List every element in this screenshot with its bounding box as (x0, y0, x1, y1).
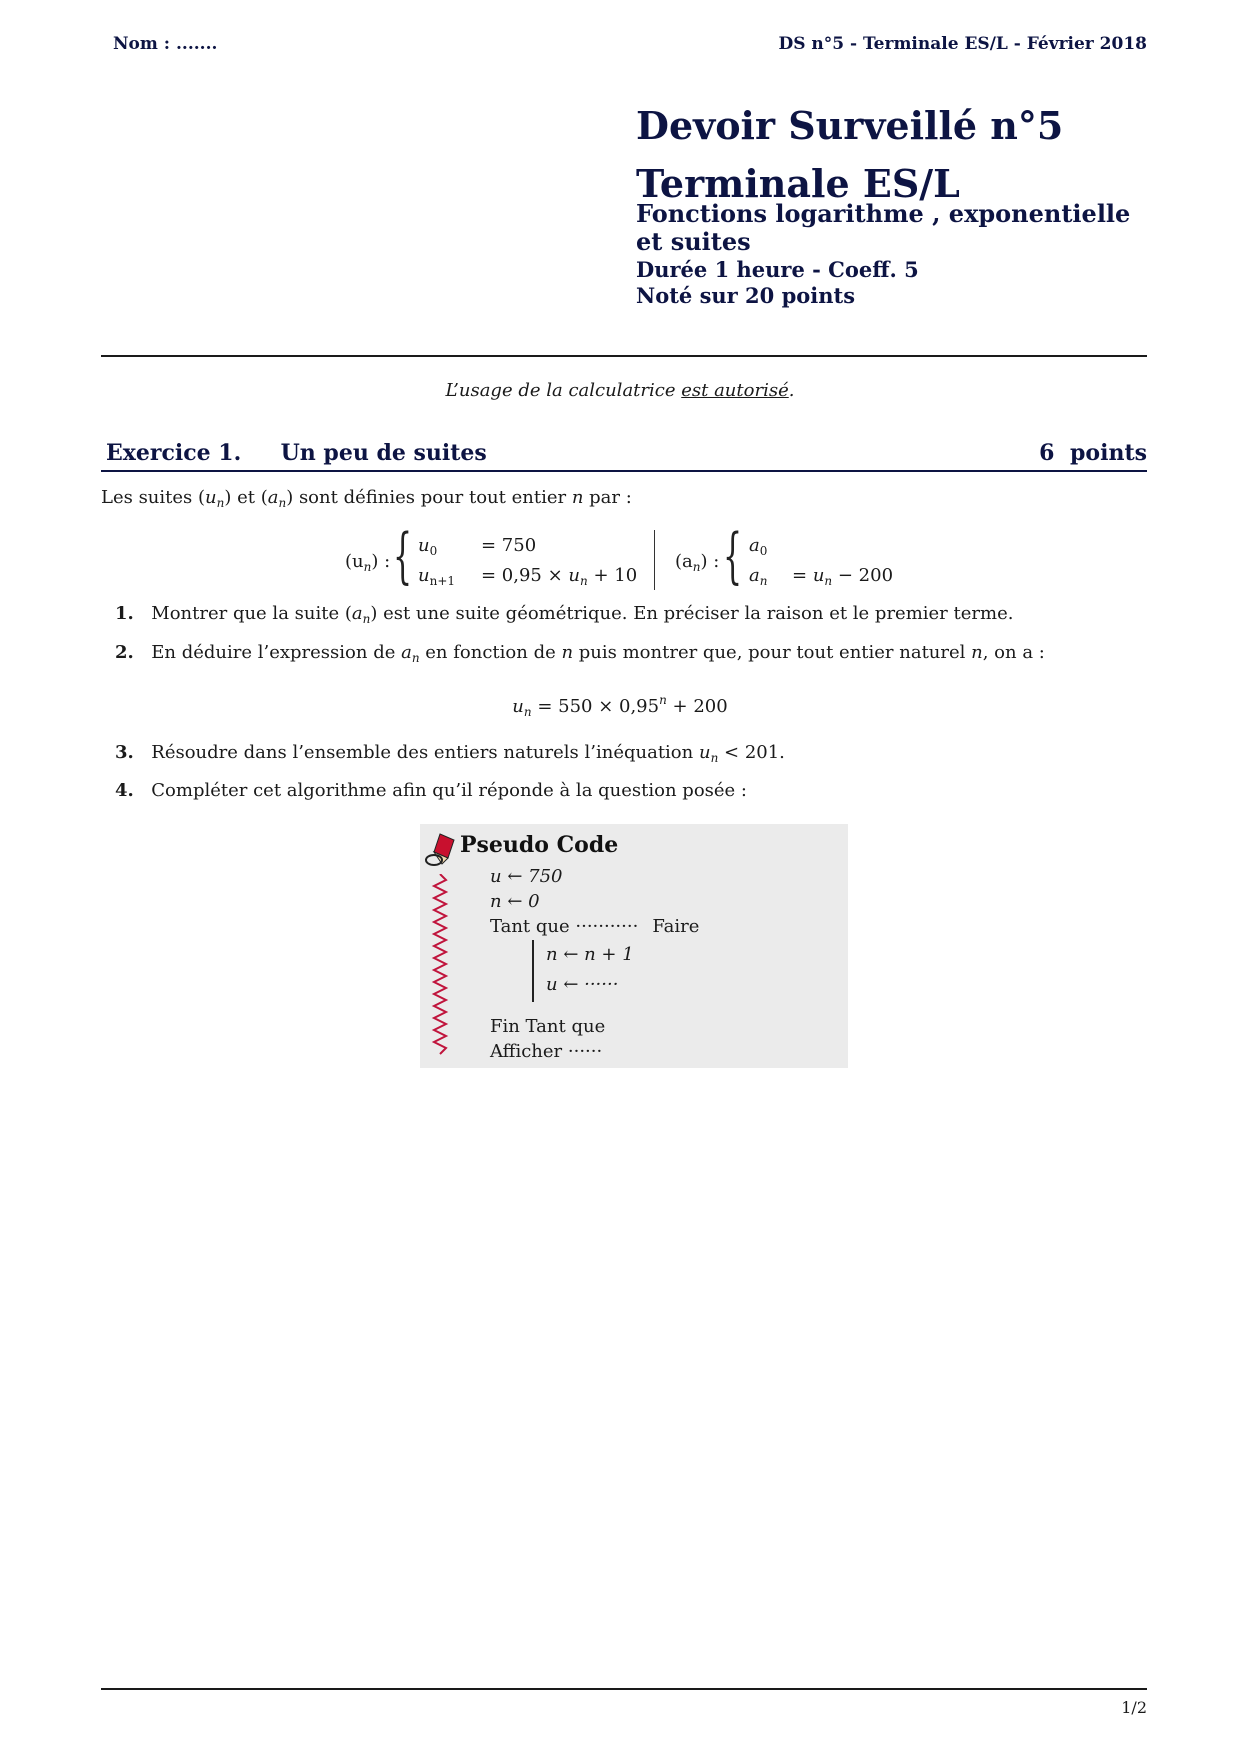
class-title: Terminale ES/L (636, 161, 960, 206)
subject-title: Fonctions logarithme , exponentielle et suites (636, 199, 1131, 256)
system-u-label: $(u_n)$ : (345, 551, 391, 574)
system-a-row1: $a_0$ (749, 535, 768, 558)
bottom-divider (101, 1688, 1147, 1690)
exercise-title: Un peu de suites (280, 440, 487, 466)
exercise-header (106, 440, 487, 466)
code-line-1: u ← 750 (490, 866, 563, 887)
name-field: Nom : ....... (113, 34, 218, 54)
question-2: 2. En déduire l’expression de $a_n$ en fonction de n puis montrer que, pour tout entier naturel n, on a : (115, 642, 1045, 665)
system-a-row2-rhs: = $u_n - 200$ (792, 565, 894, 588)
exercise-points: 6 points (1039, 440, 1147, 466)
calculator-note (0, 380, 1240, 401)
formula-un: $u_n = 550 \times 0,95^n + 200$ (512, 693, 728, 719)
system-u-row2-rhs: = $0,95 \times u_n + 10$ (481, 565, 638, 588)
code-loop-2: u ← ······ (546, 974, 619, 995)
code-line-4: Fin Tant que (490, 1016, 606, 1037)
question-1: 1. Montrer que la suite $(a_n)$ est une suite géométrique. En préciser la raison et le premier terme. (115, 603, 1014, 626)
grading-note: Noté sur 20 points (636, 283, 856, 308)
question-3: 3. Résoudre dans l’ensemble des entiers naturels l’inéquation $u_n < 201$. (115, 742, 785, 765)
loop-bar (532, 940, 534, 1002)
code-line-5: Afficher ······ (490, 1041, 603, 1062)
system-a-row2: $a_n$ (749, 565, 768, 588)
systems-separator (654, 530, 655, 590)
top-divider (101, 355, 1147, 357)
course-info: DS n°5 - Terminale ES/L - Février 2018 (778, 34, 1147, 54)
calculator-note-suffix: . (788, 380, 795, 401)
exercise-label: Exercice 1. (106, 440, 242, 466)
system-u-row2: $u_{n+1}$ (418, 565, 456, 588)
calculator-note-prefix: L’usage de la calculatrice (445, 380, 682, 401)
brace-a: { (723, 521, 743, 591)
pseudo-code-title: Pseudo Code (460, 832, 619, 858)
pseudo-code-box (420, 824, 848, 1068)
question-4: 4. Compléter cet algorithme afin qu’il réponde à la question posée : (115, 780, 747, 801)
brace-u: { (393, 521, 413, 591)
page-number: 1/2 (1121, 1698, 1147, 1717)
system-u-row1: $u_0$ (418, 535, 438, 558)
spring-icon (430, 874, 450, 1064)
duration-coeff: Durée 1 heure - Coeff. 5 (636, 257, 919, 282)
pencil-icon (422, 830, 462, 870)
code-line-2: n ← 0 (490, 891, 540, 912)
calculator-note-emphasis: est autorisé (681, 380, 789, 401)
system-a-label: $(a_n)$ : (675, 551, 720, 574)
system-u-row1-rhs: = 750 (481, 535, 537, 556)
exercise-intro: Les suites $(u_n)$ et $(a_n)$ sont définies pour tout entier n par : (101, 487, 632, 510)
code-loop-1: n ← n + 1 (546, 944, 634, 965)
page-title: Devoir Surveillé n°5 (636, 103, 1064, 148)
exercise-underline (101, 470, 1147, 472)
code-line-3: Tant que ··········· Faire (490, 916, 700, 937)
